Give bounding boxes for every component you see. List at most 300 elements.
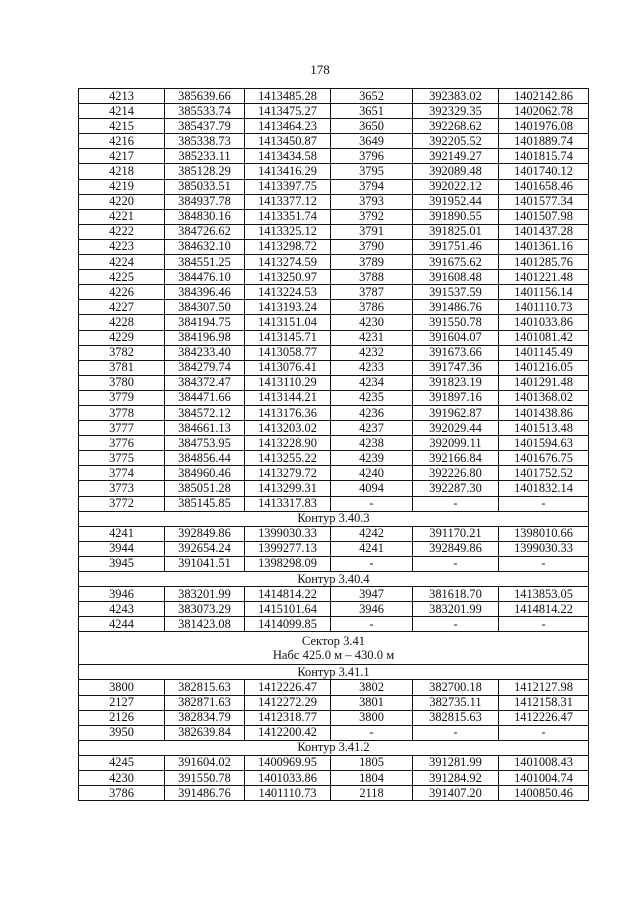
table-row: [79, 436, 589, 451]
table-cell: 4243: [79, 602, 165, 617]
table-cell: 381618.70: [413, 587, 499, 602]
sector-heading-row: [79, 632, 589, 665]
table-cell: 391608.48: [413, 270, 499, 285]
table-row: [79, 602, 589, 617]
table-cell: 1399030.33: [499, 541, 589, 556]
table-cell: 1401033.86: [245, 771, 331, 786]
table-cell: 3801: [331, 695, 413, 710]
table-cell: 391747.36: [413, 360, 499, 375]
heading-line: Контур 3.41.1: [297, 664, 370, 679]
table-cell: 391284.92: [413, 771, 499, 786]
table-cell: 391604.07: [413, 330, 499, 345]
table-cell: 3774: [79, 466, 165, 481]
table-cell: 3791: [331, 224, 413, 239]
table-row: [79, 680, 589, 695]
table-cell: 3792: [331, 209, 413, 224]
heading-line: Контур 3.41.2: [297, 740, 370, 755]
table-cell: 392099.11: [413, 436, 499, 451]
table-cell: 4224: [79, 255, 165, 270]
table-cell: 1413058.77: [245, 345, 331, 360]
table-cell: 1401976.08: [499, 119, 589, 134]
table-cell: 384661.13: [165, 421, 245, 436]
table-cell: 385128.29: [165, 164, 245, 179]
table-cell: 392205.52: [413, 134, 499, 149]
table-cell: 3649: [331, 134, 413, 149]
table-row: [79, 360, 589, 375]
table-cell: 392849.86: [413, 541, 499, 556]
table-cell: 1804: [331, 771, 413, 786]
table-cell: 1401216.05: [499, 360, 589, 375]
table-cell: 382815.63: [165, 680, 245, 695]
table-cell: 1401145.49: [499, 345, 589, 360]
table-row: [79, 89, 589, 104]
table-cell: 1401577.34: [499, 194, 589, 209]
table-cell: 392089.48: [413, 164, 499, 179]
table-cell: 4233: [331, 360, 413, 375]
table-cell: 392029.44: [413, 421, 499, 436]
table-cell: 1413853.05: [499, 587, 589, 602]
table-cell: 1413299.31: [245, 481, 331, 496]
contour-heading-row: [79, 511, 589, 526]
table-cell: 1401004.74: [499, 771, 589, 786]
table-cell: 3947: [331, 587, 413, 602]
table-cell: 382815.63: [413, 710, 499, 725]
table-cell: 4244: [79, 617, 165, 632]
table-cell: 1401110.73: [245, 786, 331, 801]
table-cell: 391486.76: [165, 786, 245, 801]
table-cell: 384471.66: [165, 390, 245, 405]
table-cell: 3786: [79, 786, 165, 801]
table-cell: 1401368.02: [499, 390, 589, 405]
table-cell: 1413274.59: [245, 255, 331, 270]
contour-heading: [79, 511, 589, 526]
table-cell: -: [499, 556, 589, 571]
table-cell: 1401676.75: [499, 451, 589, 466]
table-cell: 3796: [331, 149, 413, 164]
table-cell: 4239: [331, 451, 413, 466]
table-cell: 1413377.12: [245, 194, 331, 209]
table-cell: 382700.18: [413, 680, 499, 695]
table-cell: 3779: [79, 390, 165, 405]
table-cell: 4228: [79, 315, 165, 330]
table-cell: 1413224.53: [245, 285, 331, 300]
table-cell: 1401513.48: [499, 421, 589, 436]
table-cell: 1401594.63: [499, 436, 589, 451]
table-cell: 385033.51: [165, 179, 245, 194]
table-row: [79, 771, 589, 786]
contour-heading: [79, 740, 589, 755]
heading-line: Сектор 3.41: [301, 634, 366, 649]
table-cell: 3800: [331, 710, 413, 725]
table-row: [79, 315, 589, 330]
table-row: [79, 134, 589, 149]
table-cell: 1413145.71: [245, 330, 331, 345]
table-cell: 392383.02: [413, 89, 499, 104]
table-cell: 1413450.87: [245, 134, 331, 149]
table-cell: 3787: [331, 285, 413, 300]
table-row: [79, 617, 589, 632]
contour-heading: [79, 572, 589, 587]
table-cell: 1413110.29: [245, 375, 331, 390]
contour-heading-row: [79, 740, 589, 755]
table-cell: 392166.84: [413, 451, 499, 466]
table-cell: 1413325.12: [245, 224, 331, 239]
table-row: [79, 755, 589, 770]
table-cell: 3651: [331, 104, 413, 119]
table-row: [79, 710, 589, 725]
table-cell: 1413193.24: [245, 300, 331, 315]
table-cell: 384372.47: [165, 375, 245, 390]
table-cell: 4229: [79, 330, 165, 345]
table-cell: 3775: [79, 451, 165, 466]
table-cell: 3802: [331, 680, 413, 695]
table-cell: 1398010.66: [499, 526, 589, 541]
table-cell: 392149.27: [413, 149, 499, 164]
table-cell: 4230: [79, 771, 165, 786]
table-cell: 3781: [79, 360, 165, 375]
table-cell: 4231: [331, 330, 413, 345]
table-cell: 4234: [331, 375, 413, 390]
table-cell: 4094: [331, 481, 413, 496]
table-row: [79, 224, 589, 239]
heading-line: Набс 425.0 м – 430.0 м: [272, 648, 395, 663]
table-cell: 391673.66: [413, 345, 499, 360]
table-cell: 391897.16: [413, 390, 499, 405]
table-cell: 392268.62: [413, 119, 499, 134]
table-cell: 383073.29: [165, 602, 245, 617]
table-cell: 384726.62: [165, 224, 245, 239]
table-cell: 385145.85: [165, 496, 245, 511]
heading-line: Контур 3.40.4: [297, 571, 370, 586]
coordinates-table: [78, 88, 589, 801]
table-cell: 2127: [79, 695, 165, 710]
table-row: [79, 587, 589, 602]
table-cell: 391537.59: [413, 285, 499, 300]
table-cell: 1400850.46: [499, 786, 589, 801]
table-cell: 1413298.72: [245, 239, 331, 254]
table-cell: 1401285.76: [499, 255, 589, 270]
table-cell: 4242: [331, 526, 413, 541]
table-row: [79, 421, 589, 436]
table-cell: 1401156.14: [499, 285, 589, 300]
table-cell: -: [331, 617, 413, 632]
table-cell: -: [331, 556, 413, 571]
table-row: [79, 345, 589, 360]
table-row: [79, 556, 589, 571]
table-cell: 1413255.22: [245, 451, 331, 466]
table-cell: 1402142.86: [499, 89, 589, 104]
table-row: [79, 541, 589, 556]
table-cell: 1413144.21: [245, 390, 331, 405]
table-cell: 4232: [331, 345, 413, 360]
table-cell: 4235: [331, 390, 413, 405]
table-cell: 1401740.12: [499, 164, 589, 179]
table-cell: -: [331, 496, 413, 511]
table-cell: 1401081.42: [499, 330, 589, 345]
table-cell: 1401889.74: [499, 134, 589, 149]
table-cell: 1400969.95: [245, 755, 331, 770]
table-row: [79, 330, 589, 345]
table-cell: 391890.55: [413, 209, 499, 224]
table-cell: 4226: [79, 285, 165, 300]
table-cell: 1412200.42: [245, 725, 331, 740]
table-cell: 381423.08: [165, 617, 245, 632]
table-cell: 4213: [79, 89, 165, 104]
table-cell: 4227: [79, 300, 165, 315]
contour-heading-row: [79, 572, 589, 587]
table-row: [79, 695, 589, 710]
table-cell: 1805: [331, 755, 413, 770]
table-cell: 384960.46: [165, 466, 245, 481]
table-cell: 4221: [79, 209, 165, 224]
table-row: [79, 255, 589, 270]
table-cell: 1412158.31: [499, 695, 589, 710]
table-row: [79, 786, 589, 801]
table-row: [79, 390, 589, 405]
table-cell: 391952.44: [413, 194, 499, 209]
table-cell: 391823.19: [413, 375, 499, 390]
table-cell: 4220: [79, 194, 165, 209]
table-cell: 384279.74: [165, 360, 245, 375]
table-cell: 392849.86: [165, 526, 245, 541]
table-cell: 391486.76: [413, 300, 499, 315]
table-cell: 4214: [79, 104, 165, 119]
table-cell: 1398298.09: [245, 556, 331, 571]
table-cell: 1413485.28: [245, 89, 331, 104]
table-cell: 1412127.98: [499, 680, 589, 695]
table-cell: 385051.28: [165, 481, 245, 496]
table-cell: 4218: [79, 164, 165, 179]
table-row: [79, 149, 589, 164]
table-row: [79, 194, 589, 209]
table-cell: 4245: [79, 755, 165, 770]
table-cell: 2126: [79, 710, 165, 725]
table-cell: 392022.12: [413, 179, 499, 194]
table-cell: 392654.24: [165, 541, 245, 556]
contour-heading-row: [79, 665, 589, 680]
table-cell: 3776: [79, 436, 165, 451]
table-cell: 383201.99: [413, 602, 499, 617]
table-cell: 3950: [79, 725, 165, 740]
table-cell: 385233.11: [165, 149, 245, 164]
table-cell: 384307.50: [165, 300, 245, 315]
table-cell: 3782: [79, 345, 165, 360]
table-cell: -: [499, 496, 589, 511]
table-cell: 3652: [331, 89, 413, 104]
table-cell: 1414814.22: [245, 587, 331, 602]
table-row: [79, 179, 589, 194]
table-cell: 1402062.78: [499, 104, 589, 119]
table-cell: 384551.25: [165, 255, 245, 270]
table-row: [79, 451, 589, 466]
table-cell: 4237: [331, 421, 413, 436]
table-cell: 391825.01: [413, 224, 499, 239]
table-cell: 4230: [331, 315, 413, 330]
table-cell: 3773: [79, 481, 165, 496]
table-cell: 4241: [331, 541, 413, 556]
table-cell: 4236: [331, 405, 413, 420]
table-cell: 384937.78: [165, 194, 245, 209]
table-cell: 384856.44: [165, 451, 245, 466]
table-cell: 1413151.04: [245, 315, 331, 330]
table-cell: 1399277.13: [245, 541, 331, 556]
table-cell: 1401438.86: [499, 405, 589, 420]
table-cell: 392329.35: [413, 104, 499, 119]
table-cell: 385533.74: [165, 104, 245, 119]
table-cell: 1401507.98: [499, 209, 589, 224]
table-cell: 382834.79: [165, 710, 245, 725]
table-cell: -: [413, 725, 499, 740]
table-cell: 1401221.48: [499, 270, 589, 285]
table-cell: 1413228.90: [245, 436, 331, 451]
table-row: [79, 496, 589, 511]
sector-heading: [79, 632, 589, 665]
table-cell: 382639.84: [165, 725, 245, 740]
table-cell: 3778: [79, 405, 165, 420]
table-cell: 3944: [79, 541, 165, 556]
table-cell: 1401008.43: [499, 755, 589, 770]
table-cell: 3790: [331, 239, 413, 254]
table-cell: 385338.73: [165, 134, 245, 149]
table-row: [79, 209, 589, 224]
table-cell: 1413279.72: [245, 466, 331, 481]
table-cell: 391550.78: [413, 315, 499, 330]
table-cell: 1401033.86: [499, 315, 589, 330]
table-cell: 3946: [79, 587, 165, 602]
table-cell: 391041.51: [165, 556, 245, 571]
table-cell: 3946: [331, 602, 413, 617]
heading-line: Контур 3.40.3: [297, 511, 370, 526]
table-cell: 1401437.28: [499, 224, 589, 239]
table-cell: 3794: [331, 179, 413, 194]
table-cell: 4238: [331, 436, 413, 451]
table-cell: 1413250.97: [245, 270, 331, 285]
table-cell: 3793: [331, 194, 413, 209]
table-row: [79, 239, 589, 254]
table-cell: 1401110.73: [499, 300, 589, 315]
table-cell: 1413416.29: [245, 164, 331, 179]
table-cell: 3780: [79, 375, 165, 390]
table-row: [79, 405, 589, 420]
table-cell: 384233.40: [165, 345, 245, 360]
table-cell: 1413464.23: [245, 119, 331, 134]
table-cell: 382735.11: [413, 695, 499, 710]
table-cell: 1401658.46: [499, 179, 589, 194]
table-cell: 384196.98: [165, 330, 245, 345]
table-cell: 1413397.75: [245, 179, 331, 194]
table-cell: 391170.21: [413, 526, 499, 541]
table-cell: 1401361.16: [499, 239, 589, 254]
table-cell: 384194.75: [165, 315, 245, 330]
table-row: [79, 285, 589, 300]
table-cell: 384396.46: [165, 285, 245, 300]
table-cell: 384572.12: [165, 405, 245, 420]
table-cell: 3795: [331, 164, 413, 179]
table-cell: 392226.80: [413, 466, 499, 481]
table-cell: 1413076.41: [245, 360, 331, 375]
table-cell: 3772: [79, 496, 165, 511]
coordinates-table-body: [79, 89, 589, 801]
table-cell: 391550.78: [165, 771, 245, 786]
table-cell: 1414814.22: [499, 602, 589, 617]
table-cell: 382871.63: [165, 695, 245, 710]
table-row: [79, 725, 589, 740]
table-cell: 1413434.58: [245, 149, 331, 164]
table-cell: 385437.79: [165, 119, 245, 134]
table-cell: 383201.99: [165, 587, 245, 602]
table-row: [79, 300, 589, 315]
table-cell: 4222: [79, 224, 165, 239]
table-cell: 1412226.47: [245, 680, 331, 695]
table-cell: 4215: [79, 119, 165, 134]
table-cell: -: [413, 617, 499, 632]
table-cell: 385639.66: [165, 89, 245, 104]
table-row: [79, 104, 589, 119]
table-cell: 4216: [79, 134, 165, 149]
table-row: [79, 119, 589, 134]
table-cell: 4217: [79, 149, 165, 164]
table-cell: 1401832.14: [499, 481, 589, 496]
table-row: [79, 526, 589, 541]
table-cell: 1413176.36: [245, 405, 331, 420]
page-number: 178: [310, 62, 330, 77]
table-cell: 1414099.85: [245, 617, 331, 632]
table-cell: 3650: [331, 119, 413, 134]
table-cell: 391751.46: [413, 239, 499, 254]
table-cell: 4241: [79, 526, 165, 541]
table-cell: -: [413, 496, 499, 511]
contour-heading: [79, 665, 589, 680]
table-cell: 2118: [331, 786, 413, 801]
table-row: [79, 375, 589, 390]
table-cell: 3800: [79, 680, 165, 695]
table-cell: 1401815.74: [499, 149, 589, 164]
table-row: [79, 481, 589, 496]
table-cell: -: [331, 725, 413, 740]
table-cell: 1412318.77: [245, 710, 331, 725]
table-row: [79, 270, 589, 285]
table-cell: 391604.02: [165, 755, 245, 770]
table-cell: 1401752.52: [499, 466, 589, 481]
table-cell: 391675.62: [413, 255, 499, 270]
table-cell: 4223: [79, 239, 165, 254]
table-cell: 3945: [79, 556, 165, 571]
table-cell: 4240: [331, 466, 413, 481]
table-row: [79, 466, 589, 481]
table-cell: 1413317.83: [245, 496, 331, 511]
table-cell: 3788: [331, 270, 413, 285]
table-cell: 1413475.27: [245, 104, 331, 119]
table-cell: 384830.16: [165, 209, 245, 224]
table-cell: 392287.30: [413, 481, 499, 496]
table-row: [79, 164, 589, 179]
table-cell: -: [413, 556, 499, 571]
table-cell: 1401291.48: [499, 375, 589, 390]
table-cell: 1399030.33: [245, 526, 331, 541]
table-cell: 384753.95: [165, 436, 245, 451]
table-cell: 384632.10: [165, 239, 245, 254]
table-cell: 3789: [331, 255, 413, 270]
table-cell: -: [499, 725, 589, 740]
table-cell: 1415101.64: [245, 602, 331, 617]
table-cell: 1412272.29: [245, 695, 331, 710]
table-cell: -: [499, 617, 589, 632]
table-cell: 391281.99: [413, 755, 499, 770]
table-cell: 4225: [79, 270, 165, 285]
table-cell: 3777: [79, 421, 165, 436]
table-cell: 1413203.02: [245, 421, 331, 436]
table-cell: 1412226.47: [499, 710, 589, 725]
